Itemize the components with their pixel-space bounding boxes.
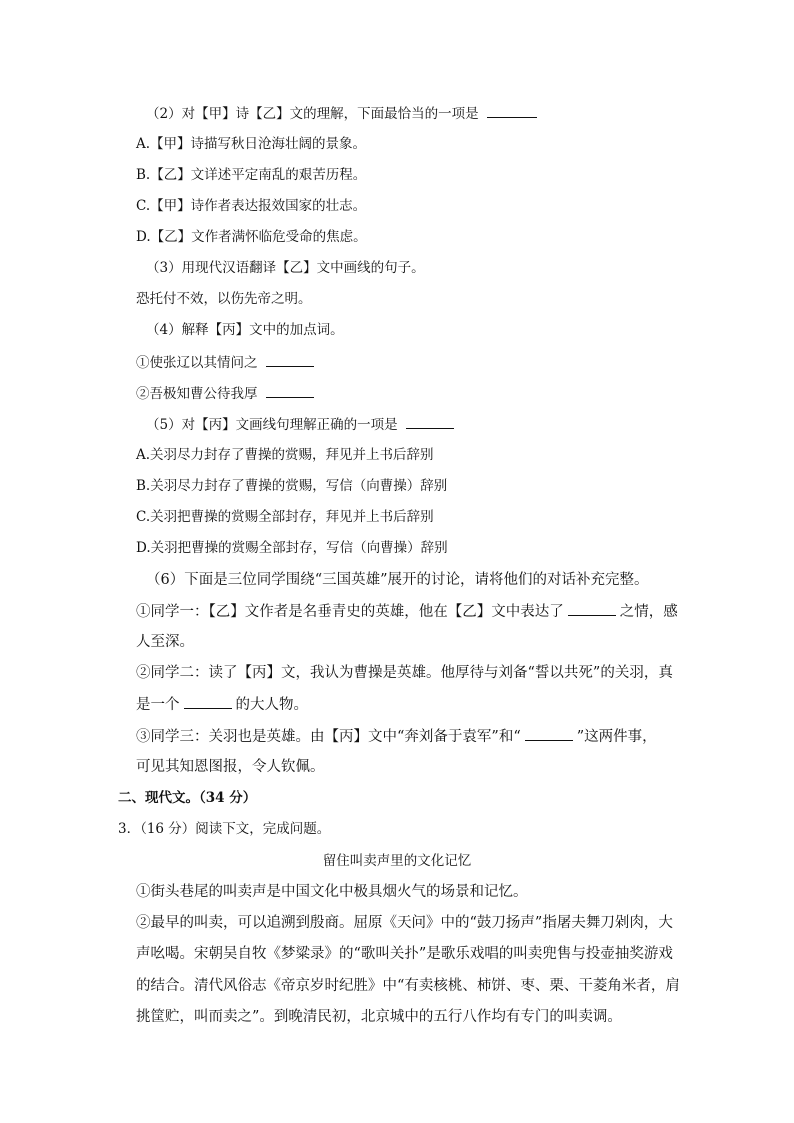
q2-option-c: C.【甲】诗作者表达报效国家的壮志。 (136, 198, 367, 214)
q6-stem: （6）下面是三位同学围绕“三国英雄”展开的讨论，请将他们的对话补充完整。 (146, 572, 649, 588)
q6-student-1-blank[interactable] (568, 601, 616, 616)
q6-student-2-line-1: ②同学二：读了【丙】文，我认为曹操是英雄。他厚待与刘备“誓以共死”的关羽，真 (136, 665, 673, 681)
q4-item-2 (136, 383, 696, 404)
q6-student-2-tail: 的大人物。 (235, 697, 308, 713)
q5-option-b: B.关羽尽力封存了曹操的赏赐，写信（向曹操）辞别 (136, 478, 448, 494)
q4-item-2-blank[interactable] (266, 383, 314, 398)
article-title: 留住叫卖声里的文化记忆 (322, 853, 472, 869)
article-paragraph-2-line-4: 挑筐贮，叫而卖之”。到晚清民初，北京城中的五行八作均有专门的叫卖调。 (136, 1009, 622, 1025)
q5-stem-text: （5）对【丙】文画线句理解正确的一项是 (146, 417, 398, 433)
q2-answer-blank[interactable] (487, 103, 537, 118)
q6-student-3-line-1 (136, 726, 696, 747)
q2-option-a: A.【甲】诗描写秋日沧海壮阔的景象。 (136, 136, 367, 152)
q6-student-1-tail: 之情，感 (619, 604, 678, 620)
q4-item-1-text: ①使张辽以其情问之 (136, 355, 258, 371)
article-paragraph-1: ①街头巷尾的叫卖声是中国文化中极具烟火气的场景和记忆。 (136, 884, 528, 900)
article-paragraph-2-line-2: 声吆喝。宋朝吴自牧《梦粱录》的“歌叫关扑”是歌乐戏唱的叫卖兜售与投壶抽奖游戏 (136, 946, 673, 962)
q6-student-3-blank[interactable] (525, 726, 573, 741)
q2-stem-text: （2）对【甲】诗【乙】文的理解，下面最恰当的一项是 (146, 106, 479, 122)
q3-sentence: 恐托付不效，以伤先帝之明。 (136, 291, 312, 307)
q2-option-b: B.【乙】文详述平定南乱的艰苦历程。 (136, 167, 367, 183)
article-paragraph-2-line-1: ②最早的叫卖，可以追溯到殷商。屈原《天问》中的“鼓刀扬声”指屠夫舞刀剁肉，大 (136, 915, 673, 931)
q4-item-1 (136, 352, 696, 373)
q6-student-2-prefix: 是一个 (136, 697, 180, 713)
q6-student-1-text: ①同学一：【乙】文作者是名垂青史的英雄，他在【乙】文中表达了 (136, 604, 564, 620)
q5-answer-blank[interactable] (406, 414, 454, 429)
q5-option-a: A.关羽尽力封存了曹操的赏赐，拜见并上书后辞别 (136, 447, 434, 463)
article-paragraph-2-line-3: 的结合。清代风俗志《帝京岁时纪胜》中“有卖核桃、柿饼、枣、栗、干菱角米者，肩 (136, 978, 680, 994)
q6-student-3-tail: ”这两件事， (576, 729, 657, 745)
q5-stem (146, 414, 706, 435)
q6-student-2-line-2 (136, 694, 696, 715)
q5-option-c: C.关羽把曹操的赏赐全部封存，拜见并上书后辞别 (136, 509, 434, 525)
q5-option-d: D.关羽把曹操的赏赐全部封存，写信（向曹操）辞别 (136, 540, 448, 556)
q4-stem: （4）解释【丙】文中的加点词。 (146, 322, 344, 338)
q6-student-1-line-1 (136, 601, 696, 622)
q6-student-3-line-2: 可见其知恩图报，令人钦佩。 (136, 759, 325, 775)
q2-stem (146, 103, 706, 124)
section-2-heading: 二、现代文。（34 分） (118, 790, 257, 806)
question-3-intro: 3．（16 分）阅读下文，完成问题。 (118, 821, 331, 837)
q4-item-1-blank[interactable] (266, 352, 314, 367)
q6-student-3-text: ③同学三：关羽也是英雄。由【丙】文中“奔刘备于袁军”和“ (136, 729, 521, 745)
q4-item-2-text: ②吾极知曹公待我厚 (136, 386, 258, 402)
q6-student-2-blank[interactable] (184, 694, 232, 709)
q3-stem: （3）用现代汉语翻译【乙】文中画线的句子。 (146, 260, 425, 276)
q2-option-d: D.【乙】文作者满怀临危受命的焦虑。 (136, 229, 367, 245)
q6-student-1-line-2: 人至深。 (136, 634, 194, 650)
